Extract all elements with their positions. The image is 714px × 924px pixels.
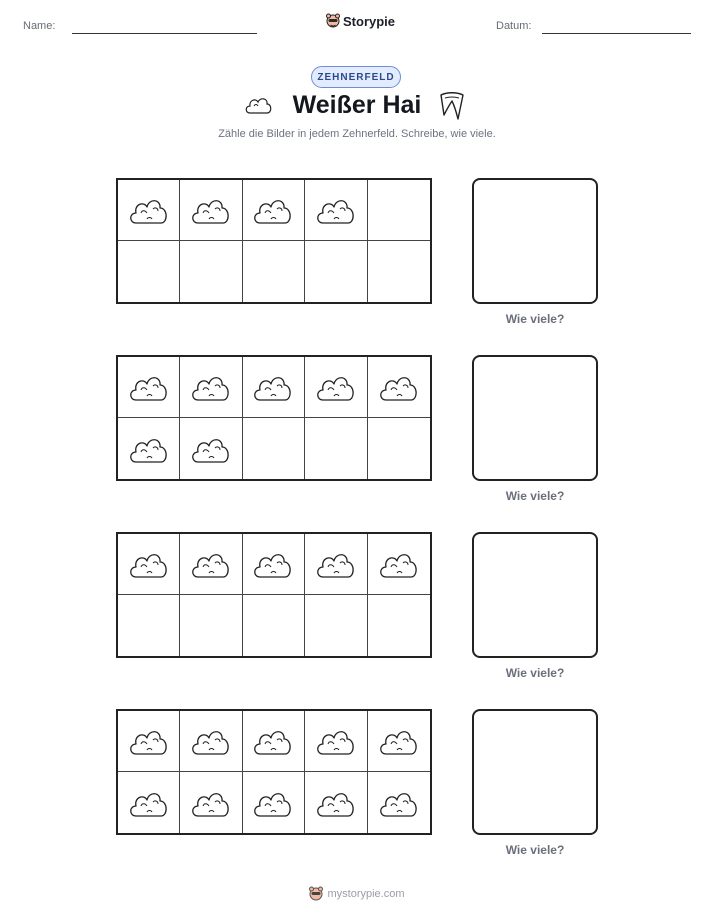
cloud-icon: [189, 193, 233, 227]
ten-frame: [116, 532, 432, 658]
ten-frame-cell: [305, 711, 367, 772]
ten-frame-cell: [243, 534, 305, 595]
answer-label: Wie viele?: [505, 666, 565, 680]
cloud-icon: [251, 547, 295, 581]
cloud-icon: [251, 786, 295, 820]
cloud-icon: [377, 724, 421, 758]
date-label: Datum:: [496, 20, 532, 32]
cloud-icon: [127, 547, 171, 581]
cloud-icon: [189, 370, 233, 404]
instruction-text: Zähle die Bilder in jedem Zehnerfeld. Schreibe, wie viele.: [218, 128, 496, 140]
ten-frame-cell: [180, 595, 242, 656]
cloud-icon: [377, 786, 421, 820]
cloud-icon: [251, 193, 295, 227]
cloud-icon: [189, 547, 233, 581]
answer-box[interactable]: [472, 178, 598, 304]
ten-frame-cell: [305, 241, 367, 302]
ten-frame-cell: [305, 534, 367, 595]
ten-frame-cell: [368, 534, 430, 595]
cloud-icon: [127, 432, 171, 466]
ten-frame-cell: [118, 772, 180, 833]
ten-frame-cell: [118, 534, 180, 595]
cloud-icon: [127, 724, 171, 758]
cloud-icon: [127, 193, 171, 227]
ten-frame-cell: [243, 241, 305, 302]
ten-frame-cell: [118, 711, 180, 772]
brand-logo: [326, 13, 395, 29]
ten-frame-cell: [305, 180, 367, 241]
ten-frame-cell: [368, 595, 430, 656]
cloud-icon: [377, 547, 421, 581]
ten-frame-cell: [368, 357, 430, 418]
ten-frame-cell: [243, 711, 305, 772]
ten-frame-cell: [368, 180, 430, 241]
ten-frame-cell: [118, 357, 180, 418]
ten-frame-cell: [305, 357, 367, 418]
ten-frame-cell: [118, 241, 180, 302]
cloud-icon: [251, 370, 295, 404]
ten-frame-cell: [243, 180, 305, 241]
name-label: Name:: [23, 20, 56, 32]
ten-frame-cell: [368, 241, 430, 302]
ten-frame-cell: [118, 180, 180, 241]
cloud-icon: [314, 547, 358, 581]
ten-frame-cell: [368, 772, 430, 833]
ten-frame-cell: [118, 418, 180, 479]
ten-frame-cell: [243, 772, 305, 833]
ten-frame-cell: [305, 418, 367, 479]
ten-frame-cell: [180, 180, 242, 241]
storypie-mascot-icon: [309, 886, 323, 902]
ten-frame-cell: [118, 595, 180, 656]
answer-label: Wie viele?: [505, 312, 565, 326]
shark-tooth-icon: [438, 89, 466, 123]
brand-name: Storypie: [343, 13, 396, 29]
ten-frame-cell: [243, 595, 305, 656]
worksheet-type-badge: ZEHNERFELD: [311, 66, 401, 88]
answer-label: Wie viele?: [505, 489, 565, 503]
cloud-icon: [314, 370, 358, 404]
cloud-icon: [377, 370, 421, 404]
cloud-icon: [314, 193, 358, 227]
cloud-icon: [189, 432, 233, 466]
answer-box[interactable]: [472, 355, 598, 481]
ten-frame-cell: [180, 357, 242, 418]
cloud-icon: [189, 786, 233, 820]
ten-frame: [116, 355, 432, 481]
ten-frame-cell: [243, 418, 305, 479]
footer: [0, 886, 714, 902]
storypie-mascot-icon: [326, 13, 340, 29]
date-input-line[interactable]: [542, 33, 691, 34]
answer-box[interactable]: [472, 532, 598, 658]
ten-frame: [116, 709, 432, 835]
ten-frame-cell: [243, 357, 305, 418]
cloud-icon: [189, 724, 233, 758]
cloud-icon: [251, 724, 295, 758]
ten-frame-cell: [180, 534, 242, 595]
cloud-icon: [314, 724, 358, 758]
ten-frame-cell: [305, 772, 367, 833]
cloud-icon: [314, 786, 358, 820]
name-input-line[interactable]: [72, 33, 257, 34]
ten-frame-cell: [368, 418, 430, 479]
footer-url: mystorypie.com: [327, 888, 405, 900]
ten-frame-cell: [305, 595, 367, 656]
ten-frame-cell: [180, 418, 242, 479]
ten-frame-cell: [180, 241, 242, 302]
page-title: Weißer Hai: [292, 91, 422, 119]
ten-frame-cell: [368, 711, 430, 772]
answer-box[interactable]: [472, 709, 598, 835]
cloud-icon: [127, 370, 171, 404]
ten-frame: [116, 178, 432, 304]
ten-frame-cell: [180, 772, 242, 833]
ten-frame-cell: [180, 711, 242, 772]
cloud-icon: [127, 786, 171, 820]
answer-label: Wie viele?: [505, 843, 565, 857]
